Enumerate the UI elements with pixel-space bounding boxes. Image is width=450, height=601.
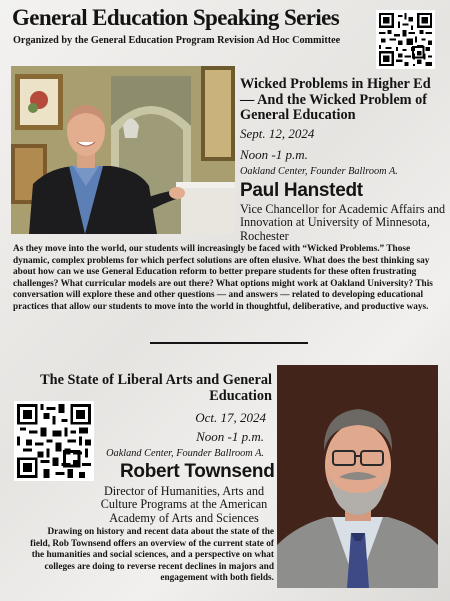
qr-code-bottom[interactable]	[14, 401, 94, 481]
speaker1-name: Paul Hanstedt	[240, 180, 363, 201]
qr-code-icon	[379, 13, 432, 66]
talk2-title: The State of Liberal Arts and General Education	[40, 372, 272, 404]
page-title: General Education Speaking Series	[12, 5, 340, 30]
talk1-date: Sept. 12, 2024	[240, 126, 315, 141]
speaker1-photo	[11, 66, 235, 234]
talk2-time: Noon -1 p.m.	[196, 429, 264, 444]
talk2-venue: Oakland Center, Founder Ballroom A.	[106, 448, 264, 459]
talk1-title: Wicked Problems in Higher Ed — And the Wicked Problem of General Education	[240, 76, 431, 123]
speaker2-name: Robert Townsend	[120, 461, 275, 482]
talk1-time: Noon -1 p.m.	[240, 147, 308, 162]
speaker2-role: Director of Humanities, Arts and Culture Programs at the American Academy of Arts and Sciences	[100, 484, 268, 525]
talk2-date: Oct. 17, 2024	[195, 410, 266, 425]
talk2-description: Drawing on history and recent data about the state of the field, Rob Townsend offers an overview of the current state of the humanities and social sciences, and a perspective on what colleges are doing to reverse recent declines in majors and engagement with both fields.	[30, 527, 274, 584]
talk1-venue: Oakland Center, Founder Ballroom A.	[240, 166, 398, 177]
talk1-description: As they move into the world, our students will increasingly be faced with “Wicked Problems.” Those dynamic, complex problems for which perfect solutions are often elusive. What does the best thinking say about how can we use General Education reform to better prepare students for these often frustrating challenges? What curricular models are out there? What options might work at Oakland University? This conversation will explore these and other questions — and answers — related to developing educational practices that allow our students to move into the world in thoughtful, deliberative, and productive ways.	[13, 244, 433, 312]
qr-code-icon	[17, 404, 91, 478]
page-subtitle: Organized by the General Education Program Revision Ad Hoc Committee	[13, 35, 341, 46]
section-divider	[150, 342, 308, 344]
speaker2-photo	[277, 365, 438, 588]
qr-code-top[interactable]	[376, 10, 435, 69]
speaker1-role: Vice Chancellor for Academic Affairs and Innovation at University of Minnesota, Rochester	[240, 202, 446, 243]
